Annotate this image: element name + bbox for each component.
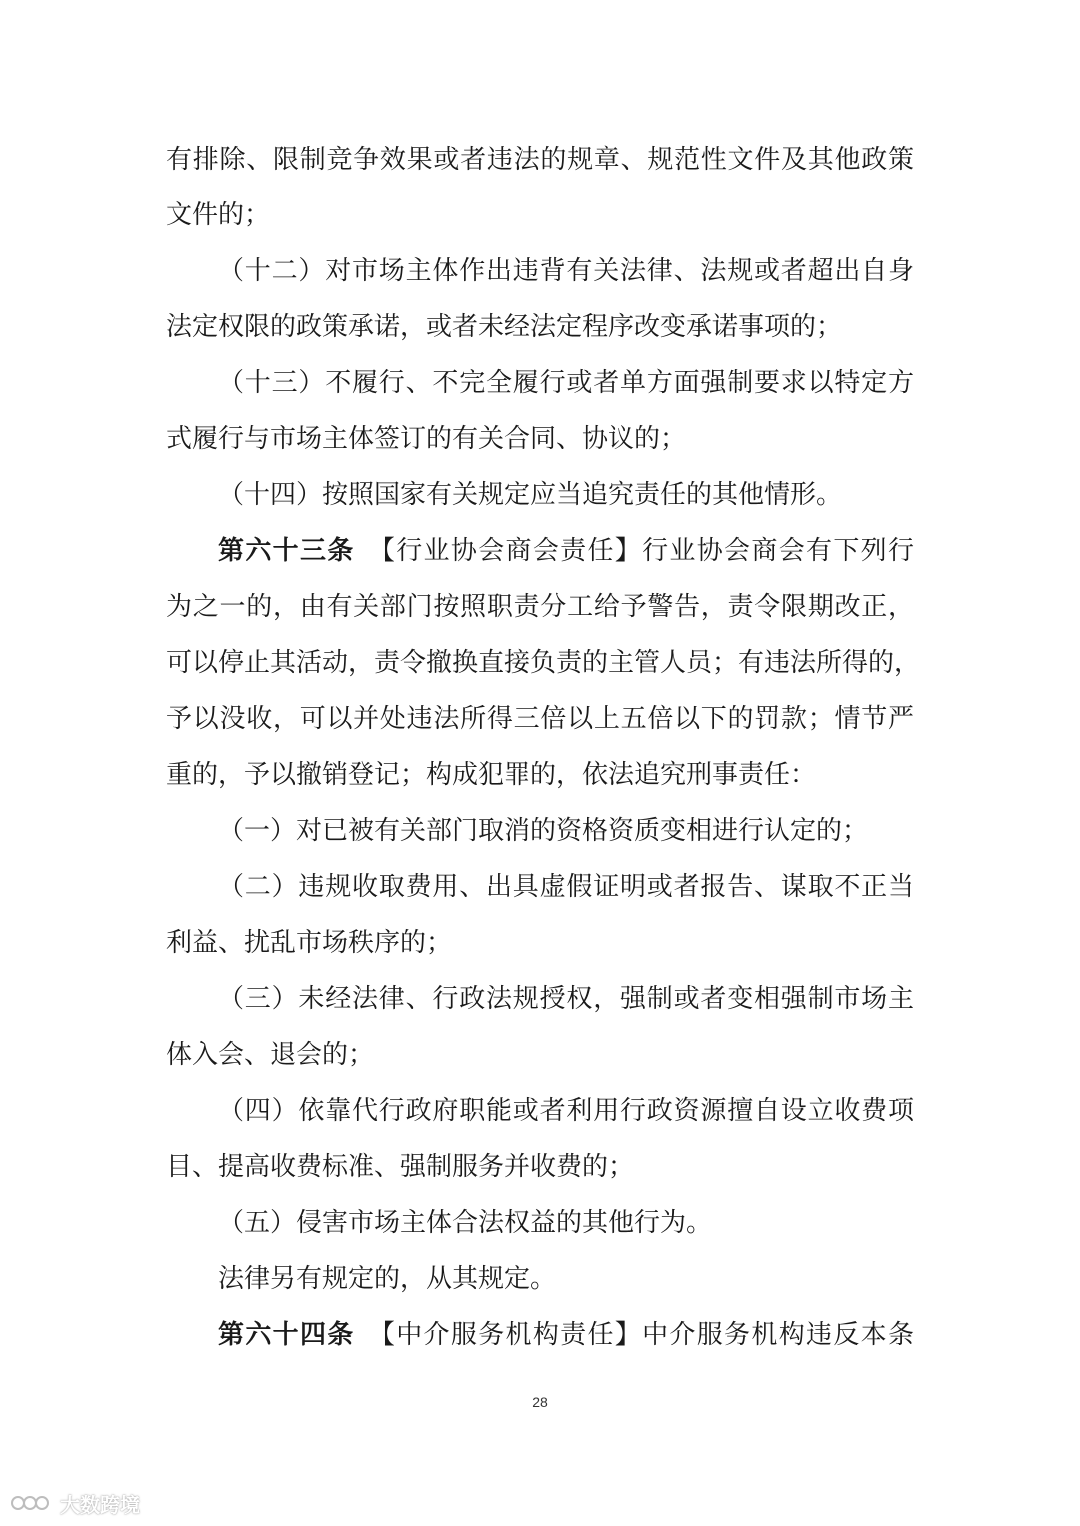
text-line xyxy=(0,867,1080,907)
text-line xyxy=(0,1259,1080,1299)
paragraph-text: 体入会、退会的； xyxy=(166,1040,375,1070)
article-number: 第六十四条 xyxy=(218,1320,355,1350)
article-heading-line xyxy=(218,531,914,571)
text-line xyxy=(0,1203,1080,1243)
text-line xyxy=(0,363,1080,403)
watermark-text: 大数跨境 xyxy=(60,1492,140,1517)
text-line xyxy=(0,979,1080,1019)
paragraph-text: 法律另有规定的，从其规定。 xyxy=(218,1264,557,1294)
article-heading-line xyxy=(218,1315,914,1355)
list-item-text: （十四）按照国家有关规定应当追究责任的其他情形。 xyxy=(218,480,843,510)
text-line xyxy=(0,419,1080,459)
article-text: 【行业协会商会责任】行业协会商会有下列行 xyxy=(381,536,914,566)
list-item-text: （三）未经法律、行政法规授权，强制或者变相强制市场主 xyxy=(218,984,914,1014)
text-line xyxy=(0,531,1080,571)
paragraph-text: 利益、扰乱市场秩序的； xyxy=(166,928,453,958)
text-line xyxy=(0,251,1080,291)
text-line xyxy=(0,923,1080,963)
article-number: 第六十三条 xyxy=(218,536,355,566)
list-item-text: （十三）不履行、不完全履行或者单方面强制要求以特定方 xyxy=(218,368,914,398)
watermark xyxy=(10,1488,140,1518)
paragraph-text: 式履行与市场主体签订的有关合同、协议的； xyxy=(166,424,687,454)
list-item-text: （一）对已被有关部门取消的资格资质变相进行认定的； xyxy=(218,816,869,846)
list-item-text: （五）侵害市场主体合法权益的其他行为。 xyxy=(218,1208,713,1238)
list-item-text: （十二）对市场主体作出违背有关法律、法规或者超出自身 xyxy=(218,256,914,286)
text-line xyxy=(0,643,1080,683)
text-line xyxy=(0,307,1080,347)
text-line xyxy=(0,755,1080,795)
text-line xyxy=(0,1147,1080,1187)
text-line xyxy=(0,811,1080,851)
text-line xyxy=(0,587,1080,627)
text-line xyxy=(0,1035,1080,1075)
text-line xyxy=(0,1091,1080,1131)
paragraph-text: 重的，予以撤销登记；构成犯罪的，依法追究刑事责任： xyxy=(166,760,817,790)
page-number: 28 xyxy=(532,1394,548,1410)
list-item-text: （四）依靠代行政府职能或者利用行政资源擅自设立收费项 xyxy=(218,1096,914,1126)
article-text: 【中介服务机构责任】中介服务机构违反本条 xyxy=(381,1320,914,1350)
text-line xyxy=(0,195,1080,235)
text-line xyxy=(0,475,1080,515)
text-line xyxy=(0,140,1080,180)
paragraph-text: 可以停止其活动，责令撤换直接负责的主管人员；有违法所得的， xyxy=(166,648,921,678)
paragraph-text: 法定权限的政策承诺，或者未经法定程序改变承诺事项的； xyxy=(166,312,843,342)
list-item-text: （二）违规收取费用、出具虚假证明或者报告、谋取不正当 xyxy=(218,872,914,902)
paragraph-text: 目、提高收费标准、强制服务并收费的； xyxy=(166,1152,635,1182)
paragraph-text: 有排除、限制竞争效果或者违法的规章、规范性文件及其他政策 xyxy=(166,145,914,175)
watermark-logo-icon xyxy=(10,1492,54,1514)
paragraph-text: 为之一的，由有关部门按照职责分工给予警告，责令限期改正， xyxy=(166,592,914,622)
paragraph-text: 予以没收，可以并处违法所得三倍以上五倍以下的罚款；情节严 xyxy=(166,704,914,734)
paragraph-text: 文件的； xyxy=(166,200,271,230)
text-line xyxy=(0,699,1080,739)
text-line xyxy=(0,1315,1080,1355)
